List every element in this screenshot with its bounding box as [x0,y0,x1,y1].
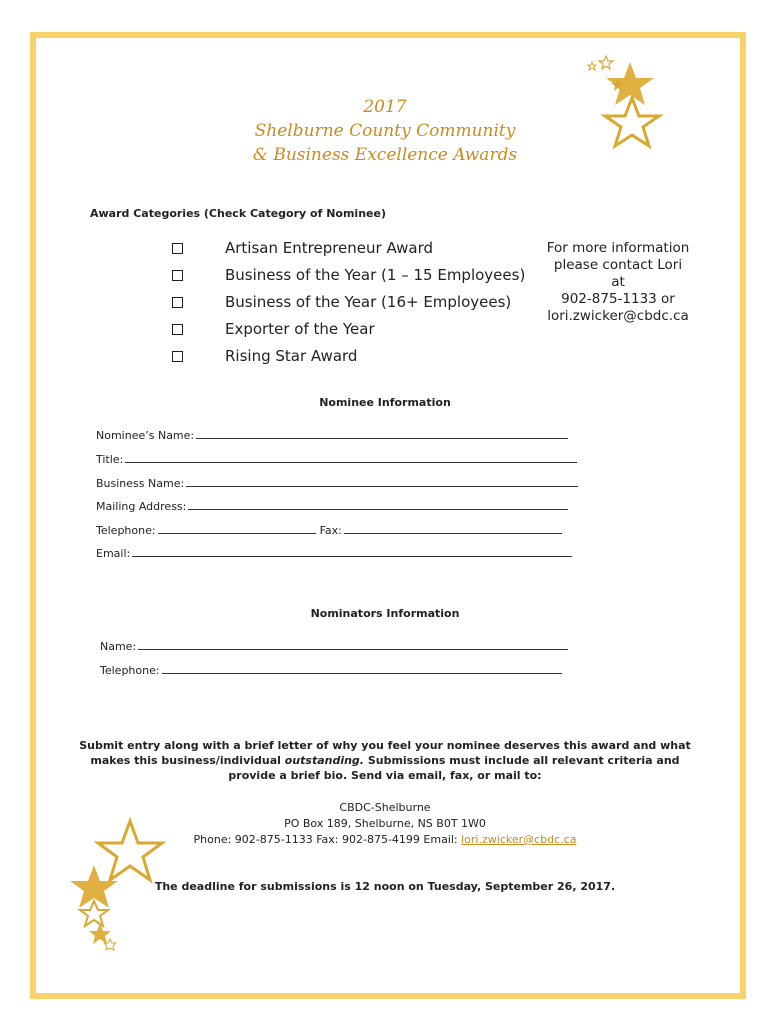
category-item[interactable] [172,345,357,367]
field-label: Mailing Address: [96,500,187,513]
title-line-2: Shelburne County Community [254,121,516,141]
contact-phone: 902-875-1133 or [561,291,675,307]
business-name-input[interactable] [186,476,578,487]
category-item[interactable] [172,237,433,259]
nominator-name-field[interactable] [100,639,568,653]
submit-line-2-a: makes this business/individual [90,754,285,767]
nominator-heading: Nominators Information [310,607,460,620]
field-label: Telephone: [96,524,156,537]
checkbox-business-small[interactable] [172,270,183,281]
email-field[interactable] [96,546,572,560]
category-item[interactable] [172,318,375,340]
submit-instructions [0,738,770,783]
field-label: Name: [100,640,137,653]
address-contact-prefix: Phone: 902-875-1133 Fax: 902-875-4199 Email: [193,833,462,846]
contact-line: For more information [546,240,690,256]
nominee-title-input[interactable] [125,452,577,463]
business-name-field[interactable] [96,476,578,490]
category-label: Exporter of the Year [225,320,375,338]
address-po: PO Box 189, Shelburne, NS B0T 1W0 [284,817,486,830]
category-label: Business of the Year (1 – 15 Employees) [225,266,526,284]
award-title [0,95,770,167]
field-label: Fax: [319,524,342,537]
field-label: Business Name: [96,477,185,490]
nominator-telephone-input[interactable] [162,663,562,674]
submit-line-3: provide a brief bio. Send via email, fax, or mail to: [228,769,542,782]
nominee-email-input[interactable] [132,546,572,557]
nominee-name-input[interactable] [196,428,568,439]
category-item[interactable] [172,264,525,286]
nominee-telephone-input[interactable] [158,523,316,534]
address-org: CBDC-Shelburne [339,801,431,814]
submit-line-2-b: Submissions must include all relevant criteria and [363,754,680,767]
field-label: Telephone: [100,664,160,677]
nominator-telephone-field[interactable] [100,663,562,677]
title-line-3: & Business Excellence Awards [252,145,518,165]
telephone-fax-field[interactable] [96,523,562,537]
nominee-title-field[interactable] [96,452,577,466]
category-label: Artisan Entrepreneur Award [225,239,433,257]
mailing-address-field[interactable] [96,499,568,513]
contact-line: please contact Lori [553,257,683,273]
nominee-fax-input[interactable] [344,523,562,534]
nominator-name-input[interactable] [138,639,568,650]
contact-info [538,240,698,325]
address-contact [0,832,770,848]
checkbox-artisan[interactable] [172,243,183,254]
nominee-heading: Nominee Information [319,396,451,409]
title-year: 2017 [363,97,407,117]
field-label: Email: [96,547,131,560]
nominee-name-field[interactable] [96,428,568,442]
contact-line: at [611,274,625,290]
checkbox-business-large[interactable] [172,297,183,308]
categories-heading: Award Categories (Check Category of Nominee) [90,207,386,220]
category-label: Business of the Year (16+ Employees) [225,293,512,311]
submit-line-2 [0,753,770,768]
mailing-address-input[interactable] [188,499,568,510]
field-label: Title: [96,453,124,466]
contact-email: lori.zwicker@cbdc.ca [547,308,689,324]
field-label: Nominee’s Name: [96,429,195,442]
submit-emphasis: outstanding. [284,754,364,767]
category-item[interactable] [172,291,511,313]
mailing-address-block [0,800,770,848]
deadline-note: The deadline for submissions is 12 noon on Tuesday, September 26, 2017. [154,880,616,893]
submit-line-1: Submit entry along with a brief letter of why you feel your nominee deserves this award and what [79,739,691,752]
checkbox-rising-star[interactable] [172,351,183,362]
category-label: Rising Star Award [225,347,358,365]
checkbox-exporter[interactable] [172,324,183,335]
email-link[interactable]: lori.zwicker@cbdc.ca [461,833,577,846]
